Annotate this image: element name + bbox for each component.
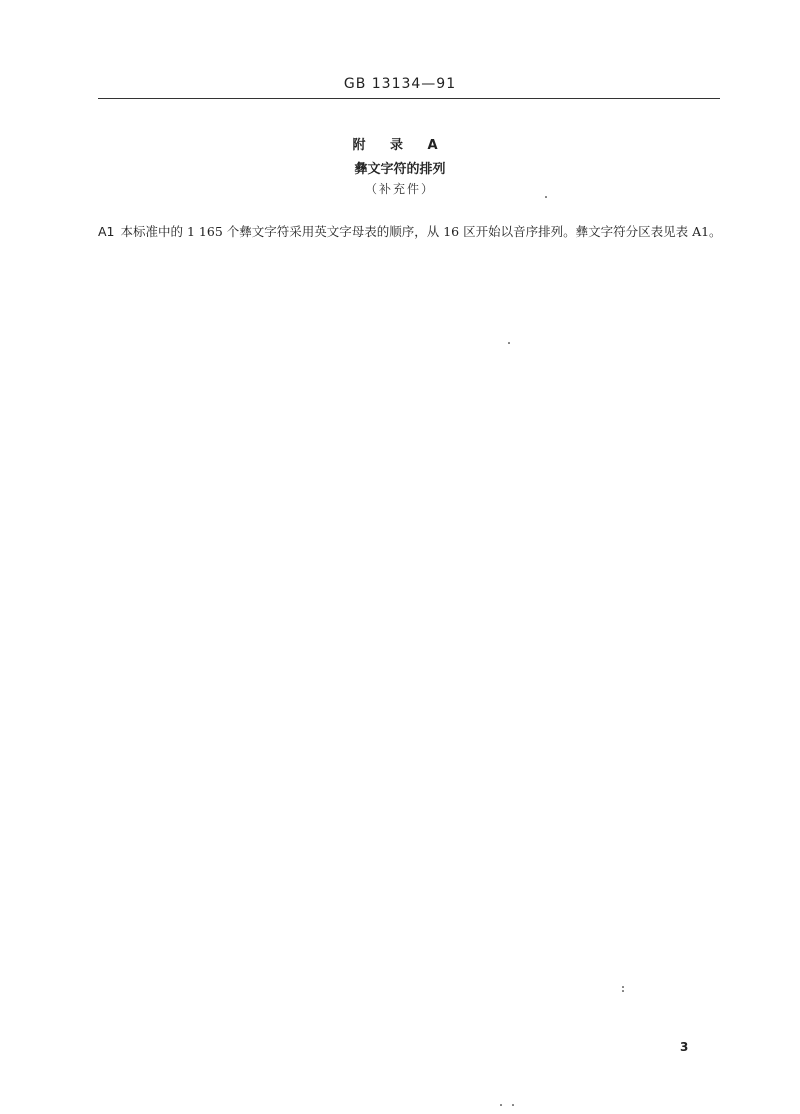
scan-speck	[545, 196, 547, 198]
scan-speck	[500, 1104, 502, 1106]
standard-code-header: GB 13134—91	[343, 76, 457, 92]
clause-text: 本标准中的 1 165 个彝文字符采用英文字母表的顺序，从 16 区开始以音序排列。彝文字符分区表见表 A1。	[120, 224, 722, 239]
scan-speck	[512, 1104, 514, 1106]
appendix-subtitle: 彝文字符的排列	[354, 162, 446, 177]
appendix-title: 附 录 A	[352, 138, 448, 153]
clause-a1-paragraph	[98, 220, 722, 243]
scan-speck	[508, 342, 510, 344]
clause-number: A1	[98, 224, 115, 239]
page-number: 3	[680, 1040, 689, 1054]
header-rule	[98, 98, 720, 99]
scan-speck	[622, 990, 624, 992]
appendix-note: （补充件）	[364, 182, 435, 196]
scan-speck	[622, 986, 624, 988]
